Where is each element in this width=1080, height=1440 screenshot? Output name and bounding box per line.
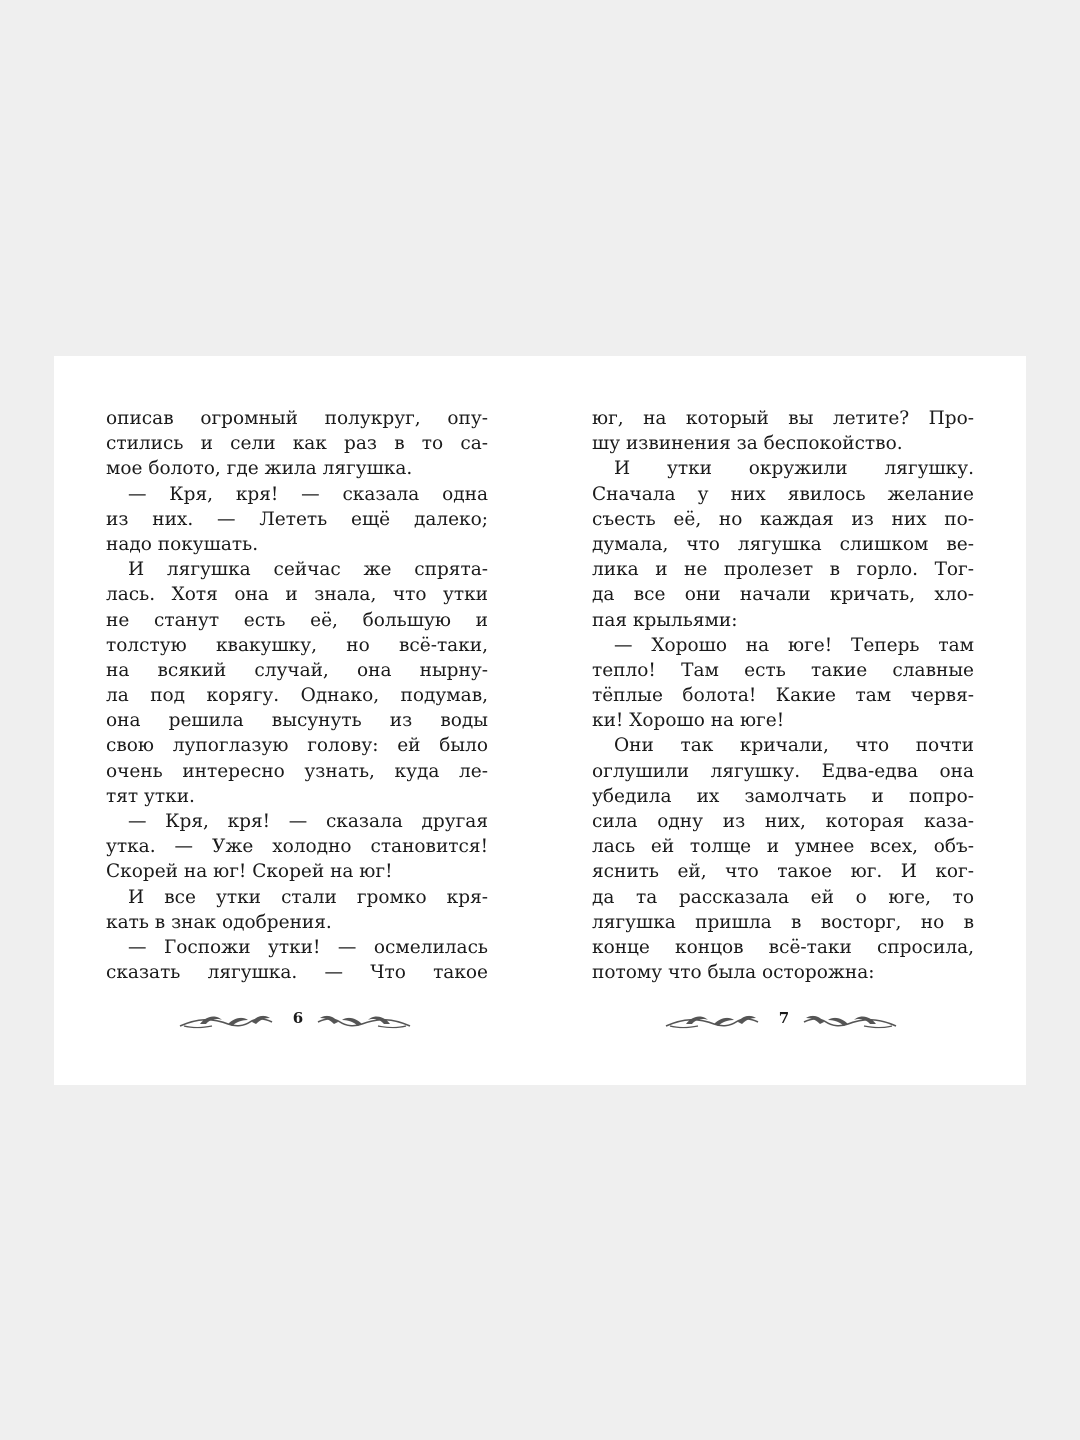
text-line: утка. — Уже холодно становится! <box>106 836 488 858</box>
text-line: да та рассказала ей о юге, то <box>592 886 974 908</box>
text-line: толстую квакушку, но всё-таки, <box>106 634 488 656</box>
text-line: кать в знак одобрения. <box>106 911 332 933</box>
page-number: 7 <box>778 1009 790 1027</box>
text-line: Сначала у них явилось желание <box>592 483 974 505</box>
flourish-ornament-left-icon <box>178 1012 274 1032</box>
text-line: юг, на который вы летите? Про- <box>592 408 974 429</box>
text-line: — Госпожи утки! — осмелилась <box>128 936 488 958</box>
text-line: убедила их замолчать и попро- <box>592 785 974 807</box>
text-line: не станут есть её, большую и <box>106 609 488 631</box>
text-line: надо покушать. <box>106 533 259 555</box>
text-line: очень интересно узнать, куда ле- <box>106 760 488 782</box>
text-line: оглушили лягушку. Едва-едва она <box>592 760 974 782</box>
text-line: стились и сели как раз в то са- <box>106 433 488 455</box>
text-line: — Кря, кря! — сказала другая <box>128 811 488 832</box>
text-line: съесть её, но каждая из них по- <box>592 508 974 530</box>
text-line: думала, что лягушка слишком ве- <box>592 533 974 555</box>
text-line: тепло! Там есть такие славные <box>592 659 974 681</box>
right-page-footer <box>664 1008 904 1034</box>
text-line: — Кря, кря! — сказала одна <box>128 483 488 505</box>
flourish-ornament-right-icon <box>802 1012 898 1032</box>
text-line: на всякий случай, она нырну- <box>106 659 488 681</box>
text-line: И лягушка сейчас же спрята- <box>128 559 488 581</box>
text-line: мое болото, где жила лягушка. <box>106 458 413 480</box>
text-line: потому что была осторожна: <box>592 962 875 984</box>
text-line: лась. Хотя она и знала, что утки <box>106 584 488 606</box>
text-line: лась ей толще и умнее всех, объ- <box>592 836 974 858</box>
text-line: из них. — Лететь ещё далеко; <box>106 508 488 530</box>
text-line: яснить ей, что такое юг. И ког- <box>592 861 974 883</box>
text-line: тёплые болота! Какие там червя- <box>592 685 974 707</box>
left-page-footer <box>178 1008 418 1034</box>
page-number: 6 <box>292 1009 304 1027</box>
text-line: И утки окружили лягушку. <box>614 458 974 480</box>
book-spread <box>54 356 1026 1085</box>
text-line: ки! Хорошо на юге! <box>592 710 785 732</box>
text-line: Они так кричали, что почти <box>614 735 974 757</box>
text-line: сказать лягушка. — Что такое <box>106 962 488 984</box>
text-line: тят утки. <box>106 785 195 807</box>
text-line: она решила высунуть из воды <box>106 710 488 732</box>
right-page-text <box>592 406 974 985</box>
text-line: пая крыльями: <box>592 609 738 631</box>
text-line: сила одну из них, которая каза- <box>592 811 974 832</box>
text-line: Скорей на юг! Скорей на юг! <box>106 861 393 883</box>
text-line: лягушка пришла в восторг, но в <box>592 911 974 933</box>
flourish-ornament-left-icon <box>664 1012 760 1032</box>
text-line: лика и не пролезет в горло. Тог- <box>592 559 974 581</box>
text-line: ла под корягу. Однако, подумав, <box>106 685 488 707</box>
text-line: — Хорошо на юге! Теперь там <box>614 634 974 656</box>
text-line: описав огромный полукруг, опу- <box>106 408 488 429</box>
left-page-text <box>106 406 488 985</box>
text-line: шу извинения за беспокойство. <box>592 433 903 455</box>
text-line: свою лупоглазую голову: ей было <box>106 735 488 757</box>
text-line: да все они начали кричать, хло- <box>592 584 974 606</box>
flourish-ornament-right-icon <box>316 1012 412 1032</box>
text-line: конце концов всё-таки спросила, <box>592 936 974 958</box>
text-line: И все утки стали громко кря- <box>128 886 488 908</box>
